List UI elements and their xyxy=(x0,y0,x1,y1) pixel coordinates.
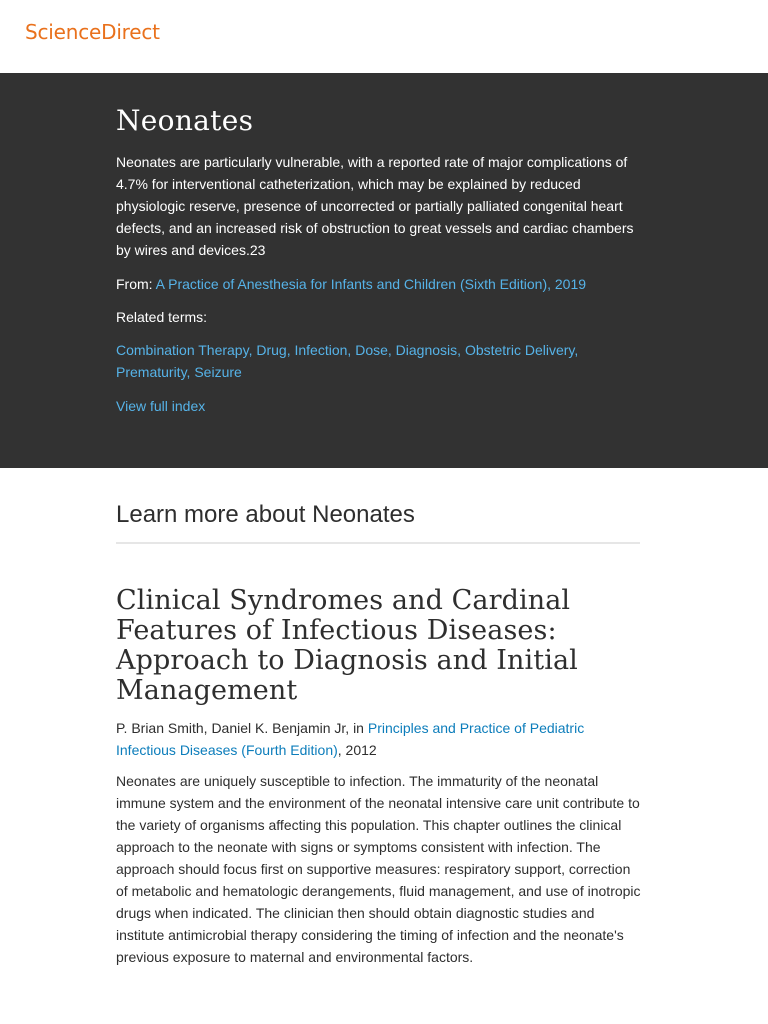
source-link[interactable]: A Practice of Anesthesia for Infants and Children (Sixth Edition), 2019 xyxy=(155,276,587,292)
separator: , xyxy=(574,342,579,358)
book-link[interactable]: Principles and Practice of Pediatric Infectious Diseases (Fourth Edition) xyxy=(116,720,585,758)
related-term-link[interactable]: Diagnosis xyxy=(395,342,458,358)
from-label: From: xyxy=(116,276,156,292)
article-year: , 2012 xyxy=(337,742,377,758)
topic-content xyxy=(116,103,642,417)
article-title[interactable]: Clinical Syndromes and Cardinal Features of Infectious Diseases: Approach to Diagnosis and Initial Management xyxy=(116,585,578,706)
topic-hero xyxy=(0,73,768,468)
separator: , xyxy=(347,342,356,358)
main-content xyxy=(0,468,768,968)
related-term-link[interactable]: Prematurity xyxy=(116,364,187,380)
related-term-link[interactable]: Drug xyxy=(256,342,287,358)
article-meta xyxy=(116,717,642,761)
article-card xyxy=(116,586,642,968)
related-term-link[interactable]: Dose xyxy=(355,342,388,358)
separator: , xyxy=(457,342,465,358)
topic-title: Neonates xyxy=(116,104,254,137)
related-term-link[interactable]: Infection xyxy=(294,342,348,358)
view-full-index-link[interactable]: View full index xyxy=(116,398,206,414)
sciencedirect-logo[interactable]: ScienceDirect xyxy=(25,20,160,44)
related-term-link[interactable]: Combination Therapy xyxy=(116,342,249,358)
separator: , xyxy=(286,342,295,358)
separator: , xyxy=(387,342,396,358)
topic-definition: Neonates are particularly vulnerable, with a reported rate of major complications of 4.7% for interventional catheterization, which may be explained by reduced physiologic reserve, presence of uncorrected or partially palliated congenital heart defects, and an increased risk of obstruction to great vessels and cardiac chambers by wires and devices.23 xyxy=(116,154,634,258)
top-bar xyxy=(0,0,768,73)
related-term-link[interactable]: Obstetric Delivery xyxy=(464,342,575,358)
in-label: , in xyxy=(345,720,368,736)
separator: , xyxy=(248,342,257,358)
article-authors: P. Brian Smith, Daniel K. Benjamin Jr xyxy=(116,720,346,736)
article-abstract: Neonates are uniquely susceptible to infection. The immaturity of the neonatal immune system and the environment of the neonatal intensive care unit contribute to the variety of organisms affecting this population. This chapter outlines the clinical approach to the neonate with signs or symptoms consistent with infection. The approach should focus first on supportive measures: respiratory support, correction of metabolic and hematologic derangements, fluid management, and use of inotropic drugs when indicated. The clinician then should obtain diagnostic studies and institute antimicrobial therapy considering the timing of infection and the neonate's previous exposure to maternal and environmental factors. xyxy=(116,773,641,965)
learn-more-heading: Learn more about Neonates xyxy=(116,501,415,528)
related-terms-label: Related terms: xyxy=(116,309,208,325)
section-divider xyxy=(116,542,640,544)
related-terms-list xyxy=(116,339,642,383)
separator: , xyxy=(186,364,195,380)
related-term-link[interactable]: Seizure xyxy=(194,364,242,380)
topic-source-line xyxy=(116,273,642,295)
